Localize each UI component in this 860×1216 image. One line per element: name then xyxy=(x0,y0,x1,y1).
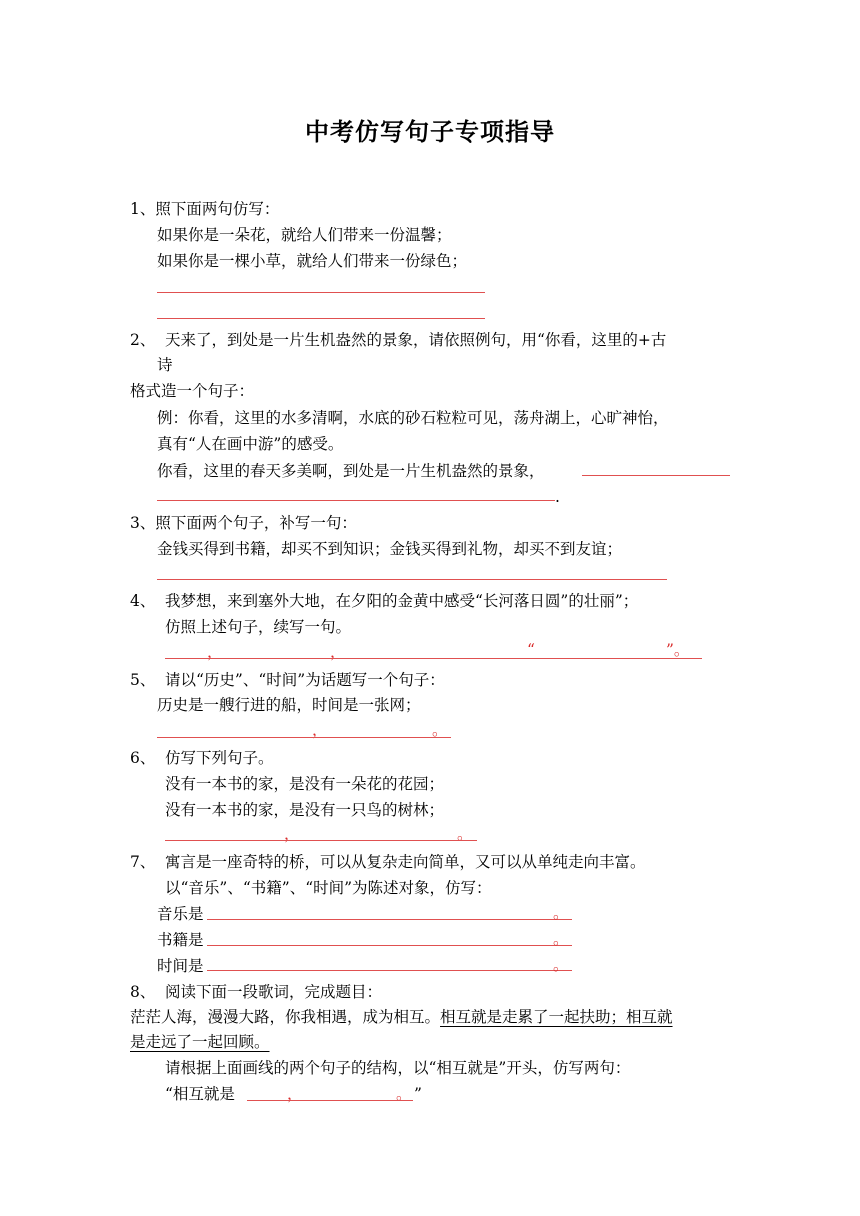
q2-example-2: 真有“人在画中游”的感受。 xyxy=(157,435,344,453)
q1-label: 1、照下面两句仿写： xyxy=(130,200,280,218)
q7-books-answer-line[interactable] xyxy=(207,945,572,946)
q8-answer-open: “相互就是 xyxy=(165,1085,235,1103)
q7-music-answer-line[interactable] xyxy=(207,919,572,920)
q2-end-mark: . xyxy=(555,488,560,506)
q7-books-period: 。 xyxy=(553,930,569,948)
q6-period: 。 xyxy=(457,825,473,843)
q1-answer-line-2[interactable] xyxy=(157,318,485,319)
q8-number: 8、 xyxy=(130,983,156,1001)
q7-number: 7、 xyxy=(130,853,156,871)
q8-text-1: 阅读下面一段歌词，完成题目： xyxy=(165,983,383,1001)
q8-answer-line[interactable] xyxy=(247,1100,413,1101)
q4-number: 4、 xyxy=(130,592,156,610)
q2-answer-line-1[interactable] xyxy=(582,475,730,476)
q8-answer-close: ” xyxy=(414,1085,422,1103)
q6-text-1: 仿写下列句子。 xyxy=(165,749,274,767)
q5-comma: ， xyxy=(312,721,328,739)
q4-quote-close: ”。 xyxy=(666,641,690,659)
q3-example: 金钱买得到书籍，却买不到知识；金钱买得到礼物，却买不到友谊； xyxy=(157,540,623,558)
q6-example-2: 没有一本书的家，是没有一只鸟的树林； xyxy=(165,801,445,819)
q8-lyric-plain: 茫茫人海，漫漫大路，你我相遇，成为相互。 xyxy=(130,1008,441,1026)
q4-text-2: 仿照上述句子，续写一句。 xyxy=(165,618,352,636)
q1-answer-line-1[interactable] xyxy=(157,292,485,293)
q4-answer-line[interactable] xyxy=(165,658,702,659)
q5-number: 5、 xyxy=(130,671,156,689)
q7-time-answer-line[interactable] xyxy=(207,970,572,971)
q5-answer-line[interactable] xyxy=(157,737,451,738)
q6-example-1: 没有一本书的家，是没有一朵花的花园； xyxy=(165,775,445,793)
q3-label: 3、照下面两个句子，补写一句： xyxy=(130,514,357,532)
q2-answer-line-2[interactable] xyxy=(157,500,555,501)
q4-quote-open: “ xyxy=(527,641,535,659)
q8-answer-period: 。 xyxy=(396,1085,412,1103)
q2-number: 2、 xyxy=(130,331,156,349)
q6-comma: ， xyxy=(284,825,300,843)
q7-text-1: 寓言是一座奇特的桥，可以从复杂走向简单，又可以从单纯走向丰富。 xyxy=(165,853,646,871)
q2-text-3: 格式造一个句子： xyxy=(130,382,255,400)
q8-lyric-underlined-1: 相互就是走累了一起扶助；相互就 xyxy=(440,1008,673,1026)
q2-prompt: 你看，这里的春天多美啊，到处是一片生机盎然的景象， xyxy=(157,462,545,480)
q5-text-1: 请以“历史”、“时间”为话题写一个句子： xyxy=(165,671,445,689)
q6-answer-line[interactable] xyxy=(165,840,477,841)
q7-time-label: 时间是 xyxy=(157,957,204,975)
q1-example-2: 如果你是一棵小草，就给人们带来一份绿色； xyxy=(157,252,468,270)
q8-instruction: 请根据上面画线的两个句子的结构，以“相互就是”开头，仿写两句： xyxy=(165,1059,631,1077)
q8-answer-comma: ， xyxy=(287,1085,303,1103)
q7-music-label: 音乐是 xyxy=(157,905,204,923)
q2-text-2: 诗 xyxy=(157,356,173,374)
q7-music-period: 。 xyxy=(553,904,569,922)
q5-example: 历史是一艘行进的船，时间是一张网； xyxy=(157,696,421,714)
q4-comma-1: ， xyxy=(207,643,223,661)
q4-comma-2: ， xyxy=(330,643,346,661)
q7-time-period: 。 xyxy=(553,956,569,974)
q7-text-2: 以“音乐”、“书籍”、“时间”为陈述对象，仿写： xyxy=(165,879,492,897)
q7-books-label: 书籍是 xyxy=(157,931,204,949)
q1-example-1: 如果你是一朵花，就给人们带来一份温馨； xyxy=(157,226,452,244)
q2-text-1: 天来了，到处是一片生机盎然的景象，请依照例句，用“你看，这里的+古 xyxy=(165,331,667,349)
q4-text-1: 我梦想，来到塞外大地，在夕阳的金黄中感受“长河落日圆”的壮丽”； xyxy=(165,592,639,610)
q8-lyric-line-1 xyxy=(130,1007,673,1027)
q5-period: 。 xyxy=(432,721,448,739)
q6-number: 6、 xyxy=(130,749,156,767)
q3-answer-line[interactable] xyxy=(157,579,667,580)
q8-lyric-underlined-2: 是走远了一起回顾。 xyxy=(130,1033,270,1051)
q2-example-1: 例：你看，这里的水多清啊，水底的砂石粒粒可见，荡舟湖上，心旷神怡， xyxy=(157,409,669,427)
page-title: 中考仿写句子专项指导 xyxy=(305,118,555,146)
